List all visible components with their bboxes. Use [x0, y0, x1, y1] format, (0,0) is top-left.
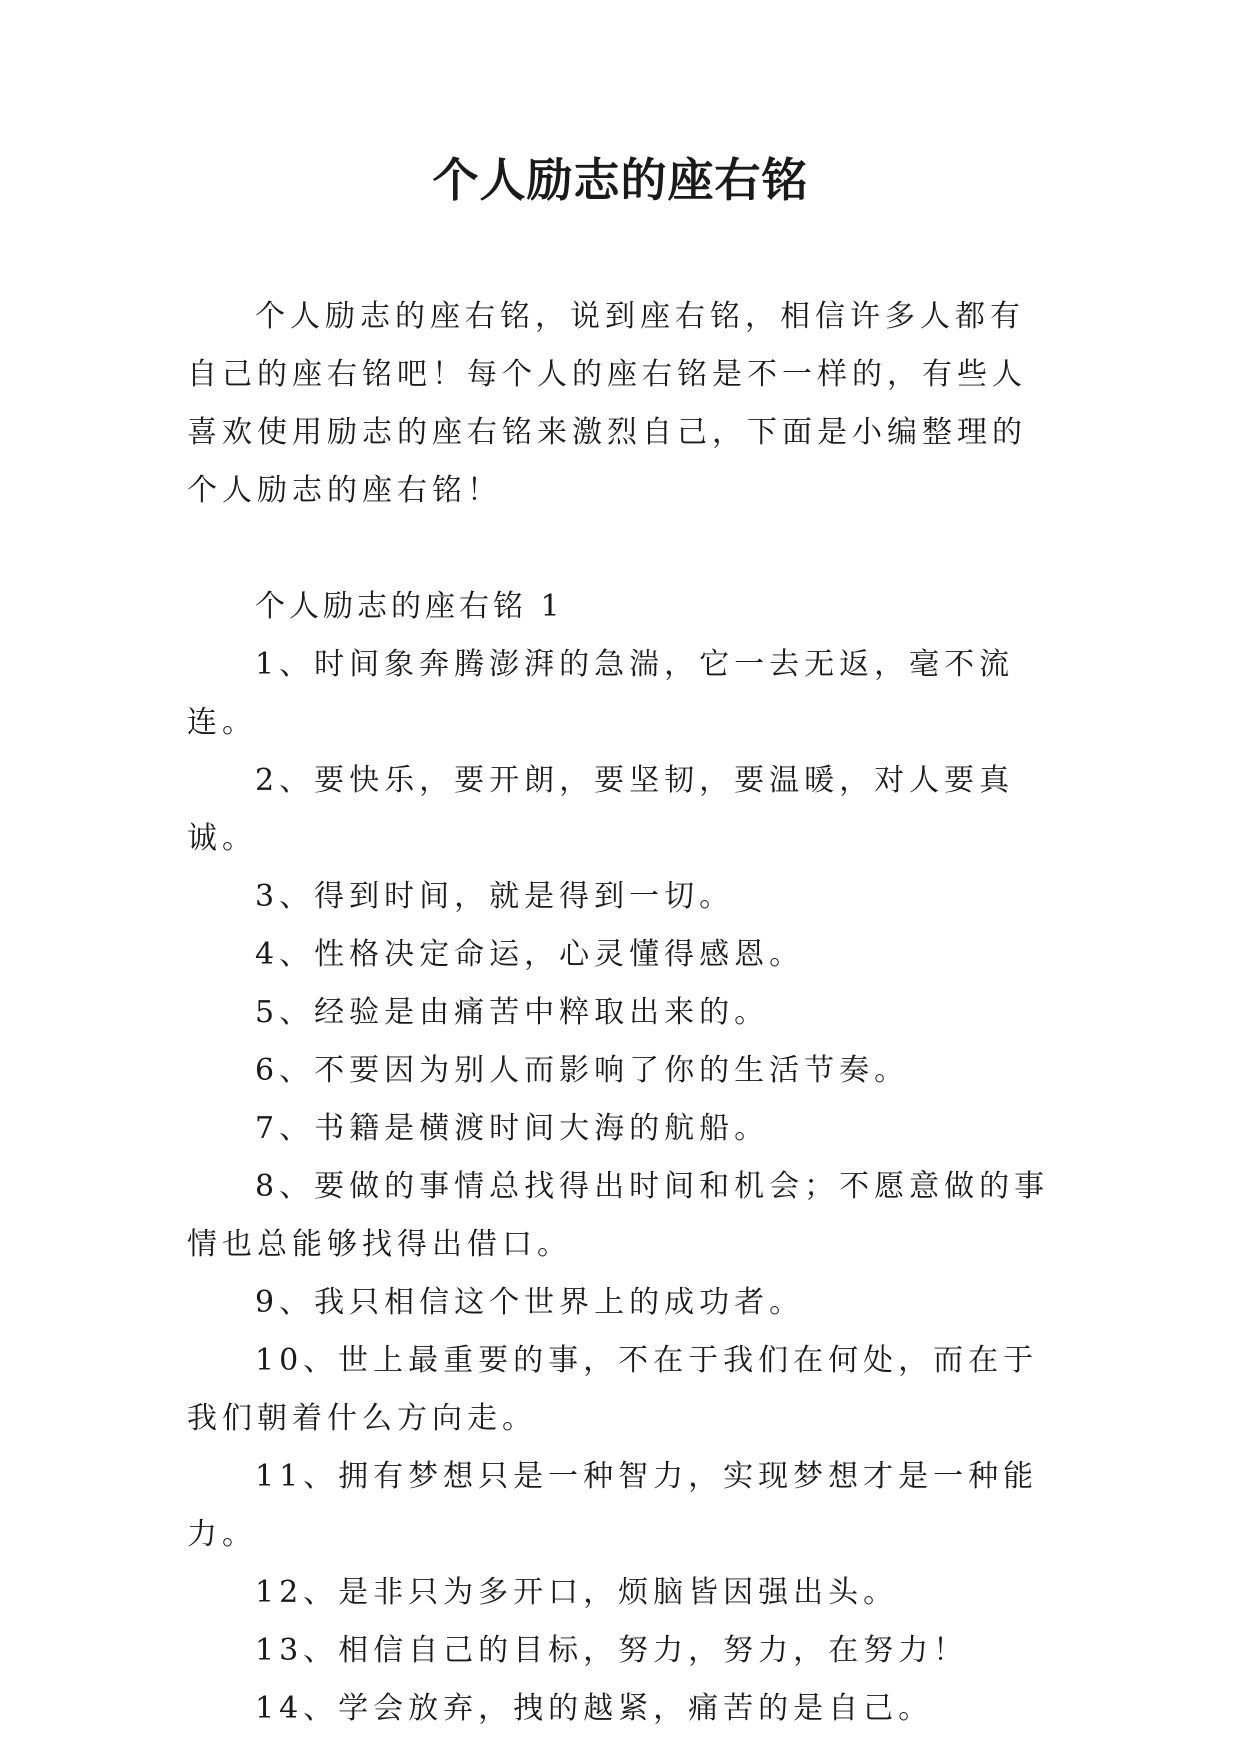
section-heading: 个人励志的座右铭 1 — [255, 589, 564, 624]
list-item: 9、我只相信这个世界上的成功者。 — [255, 1285, 805, 1320]
list-item: 5、经验是由痛苦中粹取出来的。 — [255, 995, 770, 1030]
document-title: 个人励志的座右铭 — [432, 153, 809, 207]
list-item: 13、相信自己的目标，努力，努力，在努力！ — [255, 1633, 969, 1668]
list-item: 8、要做的事情总找得出时间和机会；不愿意做的事情也总能够找得出借口。 — [187, 1169, 1050, 1262]
list-item: 11、拥有梦想只是一种智力，实现梦想才是一种能力。 — [187, 1459, 1039, 1552]
list-item: 6、不要因为别人而影响了你的生活节奏。 — [255, 1053, 910, 1088]
list-item: 12、是非只为多开口，烦脑皆因强出头。 — [255, 1575, 899, 1610]
list-item: 7、书籍是横渡时间大海的航船。 — [255, 1111, 770, 1146]
list-item: 2、要快乐，要开朗，要坚韧，要温暖，对人要真诚。 — [187, 763, 1015, 856]
intro-paragraph: 个人励志的座右铭，说到座右铭，相信许多人都有自己的座右铭吧！每个人的座右铭是不一样的，有些人喜欢使用励志的座右铭来激烈自己，下面是小编整理的个人励志的座右铭！ — [187, 299, 1027, 508]
list-item: 3、得到时间，就是得到一切。 — [255, 879, 735, 914]
list-item: 14、学会放弃，拽的越紧，痛苦的是自己。 — [255, 1691, 934, 1726]
list-item: 10、世上最重要的事，不在于我们在何处，而在于我们朝着什么方向走。 — [187, 1343, 1039, 1436]
list-item: 4、性格决定命运，心灵懂得感恩。 — [255, 937, 805, 972]
motto-section — [187, 578, 1057, 1738]
list-item: 1、时间象奔腾澎湃的急湍，它一去无返，毫不流连。 — [187, 647, 1015, 740]
